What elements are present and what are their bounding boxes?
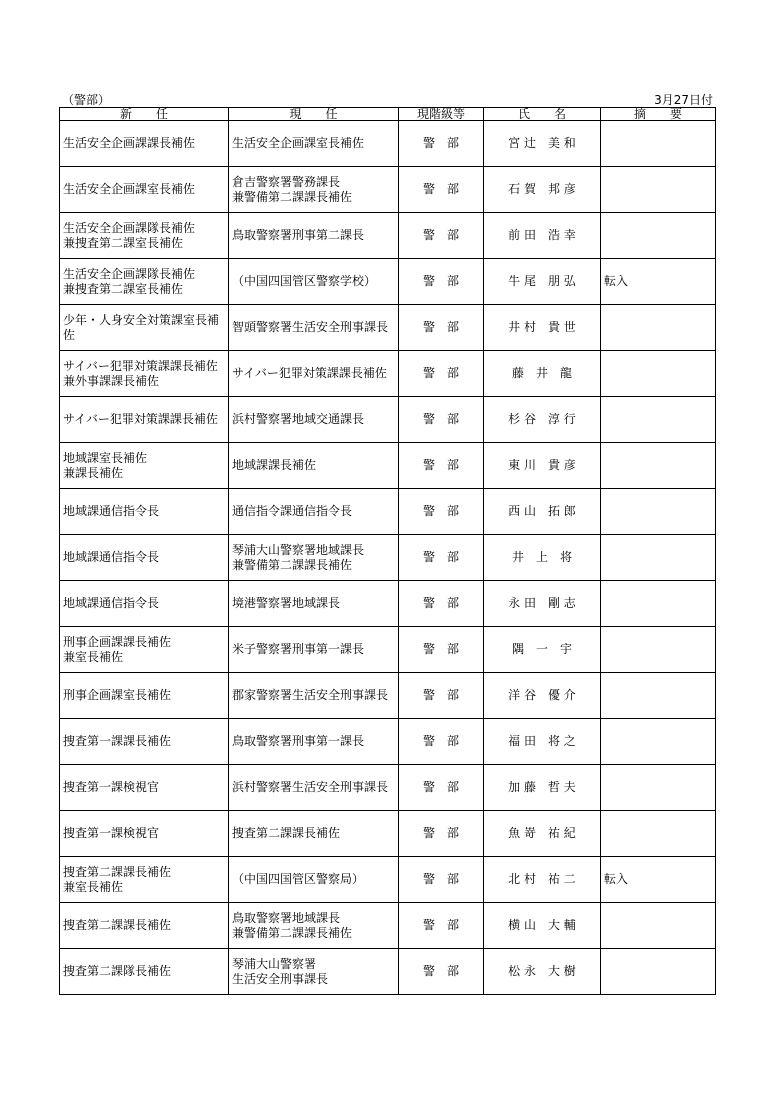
current-post-cell: 浜村警察署地域交通課長 — [229, 397, 399, 443]
name-cell: 前 田 浩 幸 — [484, 213, 601, 259]
new-post-cell: 生活安全企画課隊長補佐 兼捜査第二課室長補佐 — [60, 213, 229, 259]
rank-cell: 警 部 — [399, 121, 484, 167]
name-cell: 井 村 貴 世 — [484, 305, 601, 351]
rank-cell: 警 部 — [399, 397, 484, 443]
note-cell — [601, 305, 716, 351]
category-label: （警部） — [62, 93, 111, 107]
note-cell — [601, 811, 716, 857]
new-post-cell: 捜査第二課課長補佐 兼室長補佐 — [60, 857, 229, 903]
current-post-cell: 地域課課長補佐 — [229, 443, 399, 489]
rank-cell: 警 部 — [399, 213, 484, 259]
column-header-rank: 現階級等 — [399, 108, 484, 121]
current-post-cell: 捜査第二課課長補佐 — [229, 811, 399, 857]
rank-cell: 警 部 — [399, 351, 484, 397]
new-post-cell: 捜査第二課課長補佐 — [60, 903, 229, 949]
rank-cell: 警 部 — [399, 489, 484, 535]
current-post-cell: 鳥取警察署地域課長 兼警備第二課課長補佐 — [229, 903, 399, 949]
current-post-cell: （中国四国管区警察学校） — [229, 259, 399, 305]
name-cell: 加 藤 哲 夫 — [484, 765, 601, 811]
current-post-cell: 米子警察署刑事第一課長 — [229, 627, 399, 673]
rank-cell: 警 部 — [399, 949, 484, 995]
current-post-cell: 生活安全企画課室長補佐 — [229, 121, 399, 167]
table-row — [60, 213, 716, 259]
note-cell — [601, 627, 716, 673]
new-post-cell: 地域課通信指令長 — [60, 581, 229, 627]
effective-date: 3月27日付 — [654, 93, 713, 107]
current-post-cell: 浜村警察署生活安全刑事課長 — [229, 765, 399, 811]
current-post-cell: 境港警察署地域課長 — [229, 581, 399, 627]
table-row — [60, 167, 716, 213]
table-header-row — [60, 108, 716, 121]
table-body — [60, 121, 716, 995]
table-row — [60, 259, 716, 305]
personnel-table — [59, 107, 716, 995]
current-post-cell: 通信指令課通信指令長 — [229, 489, 399, 535]
table-row — [60, 811, 716, 857]
name-cell: 藤 井 龍 — [484, 351, 601, 397]
table-row — [60, 351, 716, 397]
new-post-cell: サイバー犯罪対策課課長補佐 兼外事課課長補佐 — [60, 351, 229, 397]
current-post-cell: 琴浦大山警察署 生活安全刑事課長 — [229, 949, 399, 995]
table-row — [60, 949, 716, 995]
name-cell: 松 永 大 樹 — [484, 949, 601, 995]
name-cell: 牛 尾 朋 弘 — [484, 259, 601, 305]
current-post-cell: 鳥取警察署刑事第一課長 — [229, 719, 399, 765]
name-cell: 福 田 将 之 — [484, 719, 601, 765]
column-header-new-post: 新 任 — [60, 108, 229, 121]
new-post-cell: 刑事企画課課長補佐 兼室長補佐 — [60, 627, 229, 673]
note-cell — [601, 949, 716, 995]
name-cell: 洋 谷 優 介 — [484, 673, 601, 719]
rank-cell: 警 部 — [399, 765, 484, 811]
current-post-cell: 郡家警察署生活安全刑事課長 — [229, 673, 399, 719]
table-row — [60, 489, 716, 535]
new-post-cell: 地域課通信指令長 — [60, 489, 229, 535]
note-cell — [601, 121, 716, 167]
note-cell — [601, 903, 716, 949]
rank-cell: 警 部 — [399, 627, 484, 673]
name-cell: 井 上 将 — [484, 535, 601, 581]
note-cell — [601, 535, 716, 581]
rank-cell: 警 部 — [399, 443, 484, 489]
name-cell: 横 山 大 輔 — [484, 903, 601, 949]
table-row — [60, 765, 716, 811]
name-cell: 北 村 祐 二 — [484, 857, 601, 903]
new-post-cell: 少年・人身安全対策課室長補 佐 — [60, 305, 229, 351]
table-row — [60, 903, 716, 949]
new-post-cell: 生活安全企画課課長補佐 — [60, 121, 229, 167]
note-cell: 転入 — [601, 857, 716, 903]
column-header-current-post: 現 任 — [229, 108, 399, 121]
table-row — [60, 719, 716, 765]
rank-cell: 警 部 — [399, 719, 484, 765]
new-post-cell: 地域課通信指令長 — [60, 535, 229, 581]
new-post-cell: 刑事企画課室長補佐 — [60, 673, 229, 719]
table-row — [60, 673, 716, 719]
rank-cell: 警 部 — [399, 259, 484, 305]
note-cell — [601, 397, 716, 443]
column-header-note: 摘 要 — [601, 108, 716, 121]
new-post-cell: 生活安全企画課室長補佐 — [60, 167, 229, 213]
rank-cell: 警 部 — [399, 673, 484, 719]
rank-cell: 警 部 — [399, 167, 484, 213]
current-post-cell: サイバー犯罪対策課課長補佐 — [229, 351, 399, 397]
table-row — [60, 857, 716, 903]
table-row — [60, 535, 716, 581]
rank-cell: 警 部 — [399, 305, 484, 351]
table-row — [60, 581, 716, 627]
new-post-cell: 生活安全企画課隊長補佐 兼捜査第二課室長補佐 — [60, 259, 229, 305]
name-cell: 永 田 剛 志 — [484, 581, 601, 627]
new-post-cell: 捜査第一課課長補佐 — [60, 719, 229, 765]
rank-cell: 警 部 — [399, 811, 484, 857]
table-row — [60, 397, 716, 443]
rank-cell: 警 部 — [399, 581, 484, 627]
note-cell — [601, 673, 716, 719]
rank-cell: 警 部 — [399, 857, 484, 903]
name-cell: 隅 一 宇 — [484, 627, 601, 673]
name-cell: 東 川 貴 彦 — [484, 443, 601, 489]
note-cell — [601, 489, 716, 535]
new-post-cell: 捜査第二課隊長補佐 — [60, 949, 229, 995]
name-cell: 杉 谷 淳 行 — [484, 397, 601, 443]
new-post-cell: サイバー犯罪対策課課長補佐 — [60, 397, 229, 443]
note-cell — [601, 351, 716, 397]
rank-cell: 警 部 — [399, 903, 484, 949]
note-cell — [601, 213, 716, 259]
note-cell — [601, 719, 716, 765]
note-cell — [601, 167, 716, 213]
name-cell: 西 山 拓 郎 — [484, 489, 601, 535]
name-cell: 宮 辻 美 和 — [484, 121, 601, 167]
new-post-cell: 地域課室長補佐 兼課長補佐 — [60, 443, 229, 489]
name-cell: 石 賀 邦 彦 — [484, 167, 601, 213]
new-post-cell: 捜査第一課検視官 — [60, 765, 229, 811]
note-cell: 転入 — [601, 259, 716, 305]
rank-cell: 警 部 — [399, 535, 484, 581]
table-row — [60, 627, 716, 673]
table-row — [60, 121, 716, 167]
note-cell — [601, 581, 716, 627]
current-post-cell: 智頭警察署生活安全刑事課長 — [229, 305, 399, 351]
current-post-cell: 倉吉警察署警務課長 兼警備第二課課長補佐 — [229, 167, 399, 213]
current-post-cell: 琴浦大山警察署地域課長 兼警備第二課課長補佐 — [229, 535, 399, 581]
current-post-cell: 鳥取警察署刑事第二課長 — [229, 213, 399, 259]
name-cell: 魚 嵜 祐 紀 — [484, 811, 601, 857]
note-cell — [601, 765, 716, 811]
note-cell — [601, 443, 716, 489]
column-header-name: 氏 名 — [484, 108, 601, 121]
table-row — [60, 305, 716, 351]
new-post-cell: 捜査第一課検視官 — [60, 811, 229, 857]
table-row — [60, 443, 716, 489]
current-post-cell: （中国四国管区警察局） — [229, 857, 399, 903]
